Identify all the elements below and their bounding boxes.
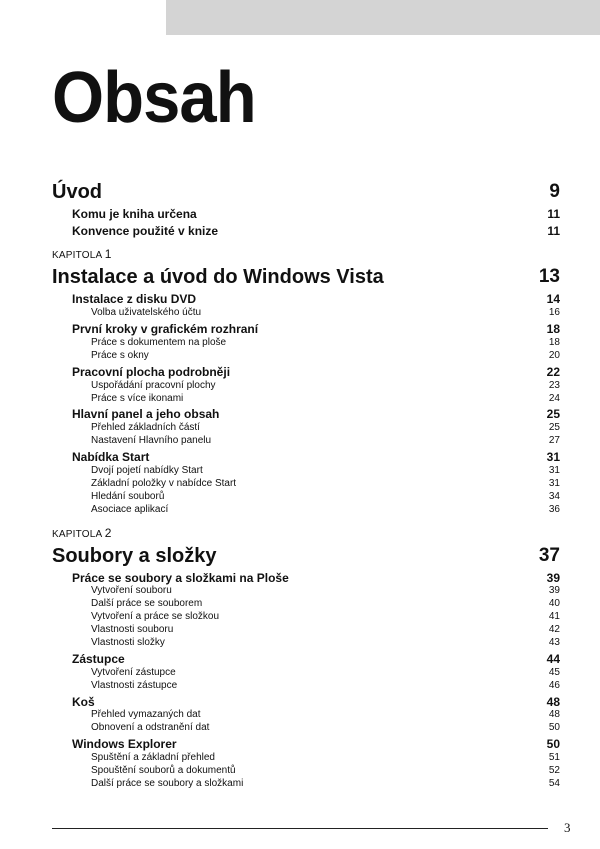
chapter-label [52, 247, 112, 261]
toc-item-page: 51 [548, 752, 560, 763]
toc-item-page: 25 [548, 422, 560, 433]
toc-item-page: 43 [548, 637, 560, 648]
toc-item-title: Přehled vymazaných dat [91, 709, 201, 720]
toc-item-page: 46 [548, 680, 560, 691]
toc-item-title: Vytvoření zástupce [91, 667, 176, 678]
toc-section-page: 44 [546, 652, 560, 666]
toc-section-page: 25 [546, 407, 560, 421]
toc-section-title: Nabídka Start [72, 450, 150, 464]
toc-section-page: 50 [546, 737, 560, 751]
page-number: 3 [564, 820, 571, 835]
toc-item-title: Volba uživatelského účtu [91, 307, 202, 318]
toc-heading-page: 37 [538, 545, 560, 566]
chapter-number: 1 [104, 247, 112, 261]
toc-item-page: 36 [548, 504, 560, 515]
toc-section-title: První kroky v grafickém rozhraní [72, 322, 259, 336]
toc-item-title: Spuštění a základní přehled [91, 752, 215, 763]
toc-item-page: 20 [548, 350, 560, 361]
toc-item-title: Vlastnosti souboru [91, 624, 174, 635]
toc-item-title: Další práce se soubory a složkami [91, 778, 244, 789]
toc-item-page: 31 [548, 465, 560, 476]
toc-section-page: 39 [546, 571, 560, 585]
toc-item-title: Práce s okny [91, 350, 149, 361]
toc-item-page: 18 [548, 337, 560, 348]
toc-item-title: Práce s více ikonami [91, 393, 184, 404]
toc-section-page: 14 [546, 292, 560, 306]
toc-item-title: Další práce se souborem [91, 598, 203, 609]
toc-section-page: 48 [546, 695, 560, 709]
toc-item-title: Asociace aplikací [91, 504, 169, 515]
toc-heading-title: Úvod [52, 181, 102, 203]
toc-item-page: 40 [548, 598, 560, 609]
toc-item-page: 48 [548, 709, 560, 720]
toc-section-page: 11 [547, 224, 560, 238]
toc-item-page: 45 [548, 667, 560, 678]
chapter-label-text: KAPITOLA [52, 250, 102, 261]
toc-section-title: Koš [72, 695, 95, 709]
toc-item-title: Vlastnosti složky [91, 637, 165, 648]
toc-section-title: Instalace z disku DVD [72, 292, 197, 306]
toc-section-title: Windows Explorer [72, 737, 177, 751]
toc-heading-title: Soubory a složky [52, 545, 217, 567]
toc-heading-page: 13 [538, 266, 560, 287]
toc-item-title: Uspořádání pracovní plochy [91, 380, 216, 391]
chapter-label-text: KAPITOLA [52, 529, 102, 540]
toc-section-title: Zástupce [72, 652, 125, 666]
toc-item-title: Spouštění souborů a dokumentů [91, 765, 236, 776]
chapter-number: 2 [104, 526, 112, 540]
toc-item-title: Obnovení a odstranění dat [91, 722, 210, 733]
toc-item-title: Dvojí pojetí nabídky Start [91, 465, 203, 476]
header-gray-band [166, 0, 600, 35]
toc-section-title: Práce se soubory a složkami na Ploše [72, 571, 289, 585]
toc-section-title: Konvence použité v knize [72, 224, 219, 238]
toc-item-page: 16 [548, 307, 560, 318]
toc-item-page: 39 [548, 585, 560, 596]
toc-item-title: Přehled základních částí [91, 422, 200, 433]
toc-item-page: 41 [548, 611, 560, 622]
toc-item-page: 31 [548, 478, 560, 489]
toc-section-page: 22 [546, 365, 560, 379]
toc-section-title: Pracovní plocha podrobněji [72, 365, 231, 379]
toc-item-page: 42 [548, 624, 560, 635]
toc-item-title: Vlastnosti zástupce [91, 680, 178, 691]
toc-item-title: Vytvoření a práce se složkou [91, 611, 220, 622]
toc-item-page: 23 [548, 380, 560, 391]
toc-section-page: 18 [546, 322, 560, 336]
toc-heading-page: 9 [549, 181, 560, 202]
toc-item-title: Nastavení Hlavního panelu [91, 435, 212, 446]
toc-item-page: 34 [548, 491, 560, 502]
toc-item-title: Hledání souborů [91, 491, 165, 502]
toc-item-title: Základní položky v nabídce Start [91, 478, 237, 489]
toc-item-title: Vytvoření souboru [91, 585, 172, 596]
toc-item-page: 24 [548, 393, 560, 404]
footer-rule [52, 828, 548, 829]
toc-heading-title: Instalace a úvod do Windows Vista [52, 266, 384, 288]
toc-section-title: Komu je kniha určena [72, 207, 197, 221]
chapter-label [52, 526, 112, 540]
toc-section-page: 31 [546, 450, 560, 464]
toc-item-page: 54 [548, 778, 560, 789]
toc-item-page: 52 [548, 765, 560, 776]
toc-item-title: Práce s dokumentem na ploše [91, 337, 227, 348]
toc-item-page: 27 [548, 435, 560, 446]
toc-section-title: Hlavní panel a jeho obsah [72, 407, 220, 421]
toc-section-page: 11 [547, 207, 560, 221]
page-title: Obsah [52, 58, 256, 138]
toc-item-page: 50 [548, 722, 560, 733]
